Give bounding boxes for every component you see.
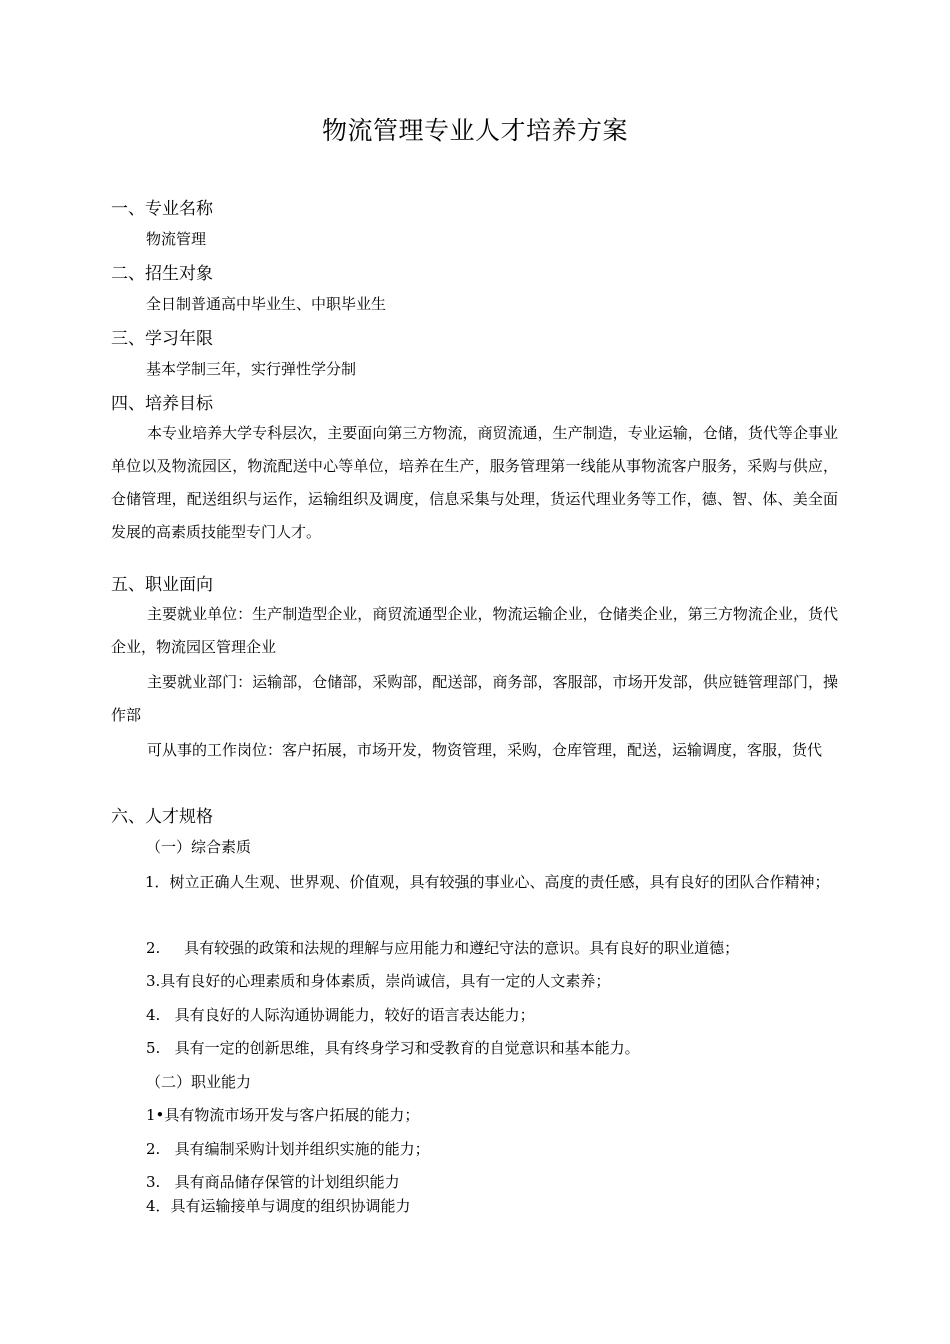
quality-item-3: 3.具有良好的心理素质和身体素质，崇尚诚信，具有一定的人文素养；: [146, 972, 611, 990]
section-content-major-name: 物流管理: [146, 230, 207, 248]
ability-item-1: 1•具有物流市场开发与客户拓展的能力；: [146, 1106, 420, 1124]
section-content-duration: 基本学制三年，实行弹性学分制: [146, 360, 357, 378]
career-positions-paragraph: 可从事的工作岗位：客户拓展，市场开发，物资管理，采购，仓库管理，配送，运输调度，客服，货代: [147, 741, 823, 759]
career-departments-paragraph: 主要就业部门：运输部，仓储部，采购部，配送部，商务部，客服部，市场开发部，供应链管理部门，操作部: [111, 673, 838, 724]
section-content-enrollment: 全日制普通高中毕业生、中职毕业生: [146, 295, 387, 313]
section-heading-enrollment: 二、招生对象: [111, 264, 213, 284]
quality-item-2: 2. 具有较强的政策和法规的理解与应用能力和遵纪守法的意识。具有良好的职业道德；: [146, 939, 740, 957]
section-heading-specifications: 六、人才规格: [111, 807, 213, 827]
ability-item-4: 4．具有运输接单与调度的组织协调能力: [146, 1197, 411, 1215]
subsection-heading-ability: （二）职业能力: [146, 1073, 252, 1091]
document-title: 物流管理专业人才培养方案: [321, 116, 628, 145]
quality-item-4: 4. 具有良好的人际沟通协调能力，较好的语言表达能力；: [146, 1006, 535, 1024]
section-heading-major-name: 一、专业名称: [111, 199, 213, 219]
section-heading-career: 五、职业面向: [111, 575, 213, 595]
ability-item-3: 3. 具有商品储存保管的计划组织能力: [146, 1173, 400, 1191]
ability-item-2: 2. 具有编制采购计划并组织实施的能力；: [146, 1140, 430, 1158]
section-heading-objectives: 四、培养目标: [111, 394, 213, 414]
section-content-objectives: 本专业培养大学专科层次，主要面向第三方物流，商贸流通，生产制造，专业运输，仓储，货代等企事业单位以及物流园区，物流配送中心等单位，培养在生产，服务管理第一线能从事物流客户服务，采购与供应，仓储管理，配送组织与运作，运输组织及调度，信息采集与处理，货运代理业务等工作，德、智、体、美全面发展的高素质技能型专门人才。: [111, 424, 838, 541]
quality-item-5: 5. 具有一定的创新思维，具有终身学习和受教育的自觉意识和基本能力。: [146, 1039, 640, 1057]
career-employers-paragraph: 主要就业单位：生产制造型企业，商贸流通型企业，物流运输企业，仓储类企业，第三方物流企业，货代企业，物流园区管理企业: [111, 605, 838, 656]
subsection-heading-quality: （一）综合素质: [146, 838, 252, 856]
quality-item-1: 1．树立正确人生观、世界观、价值观，具有较强的事业心、高度的责任感，具有良好的团队合作精神；: [145, 873, 830, 891]
section-heading-duration: 三、学习年限: [111, 329, 213, 349]
